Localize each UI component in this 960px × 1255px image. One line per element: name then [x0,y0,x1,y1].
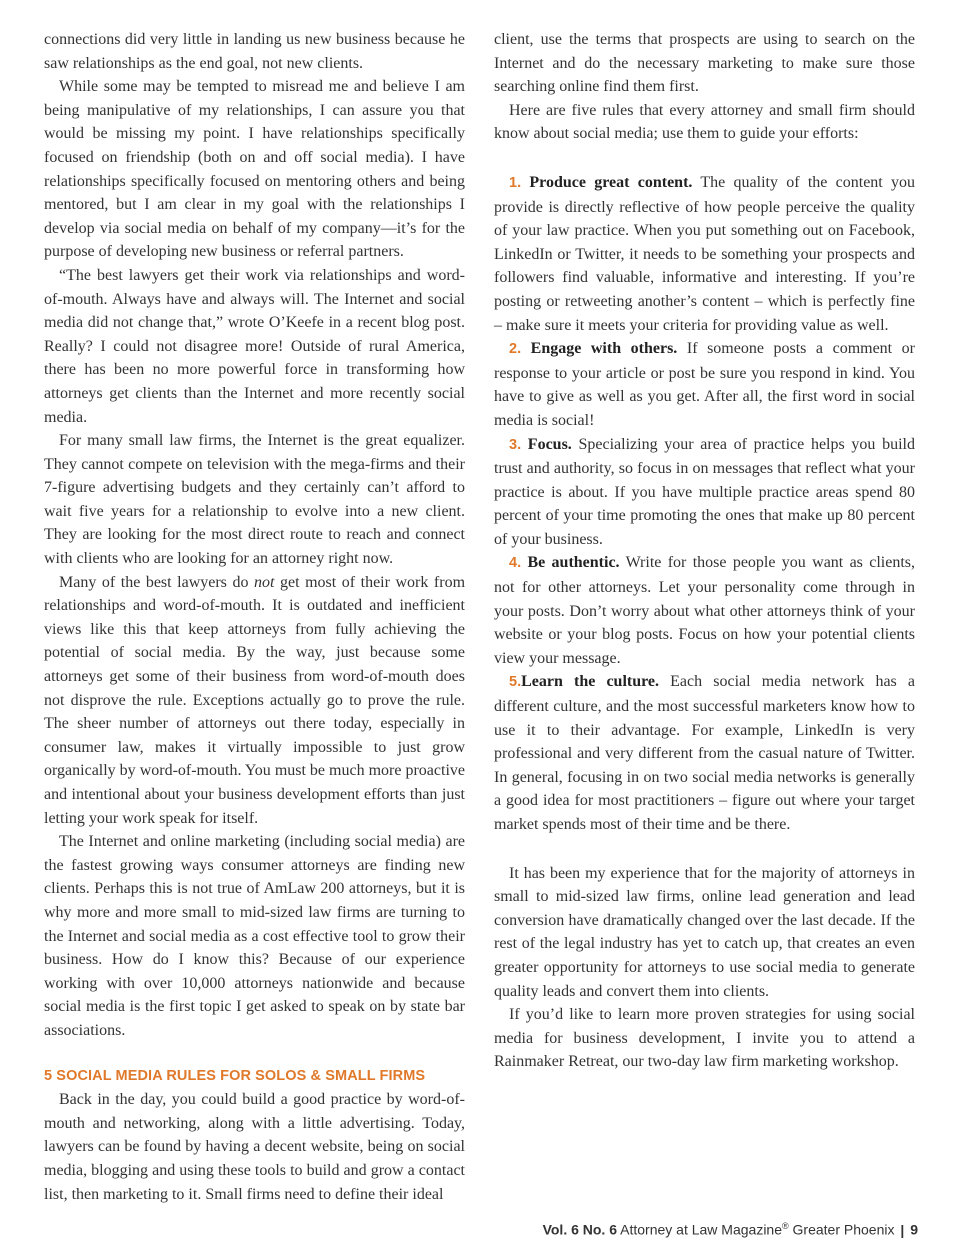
emphasis-text: not [254,573,275,591]
issue-volume: Vol. 6 No. 6 [542,1221,618,1238]
rule-title: Be authentic. [527,554,620,572]
registered-mark: ® [782,1221,789,1231]
rule-title: Engage with others. [530,340,678,358]
paragraph: It has been my experience that for the majority of attorneys in small to mid-sized law firms, online lead generation and lead conversion have dramatically changed over the last decade. If the rest of the legal industry has yet to catch up, that creates an even greater opportunity for attorneys to use social media to generate quality leads and convert them into clients. [494,864,915,1000]
magazine-title: Attorney at Law Magazine [620,1221,783,1238]
paragraph: If you’d like to learn more proven strategies for using social media for business development, I invite you to attend a Rainmaker Retreat, our two-day law firm marketing workshop. [494,1006,915,1071]
paragraph [44,571,465,831]
rule-item [494,551,915,670]
rule-title: Learn the culture. [521,673,660,691]
paragraph: For many small law firms, the Internet is the great equalizer. They cannot compete on television with the mega-firms and their 7-figure advertising budgets and they certainly can’t afford to wait five years for a relationship to evolve into a new client. They are looking for the most direct route to reach and connect with clients who are looking for an attorney right now. [44,432,465,568]
paragraph-text: Many of the best lawyers do [59,573,254,591]
paragraph: Here are five rules that every attorney and small firm should know about social media; use them to guide your efforts: [494,101,915,143]
rule-text: If someone posts a comment or response to your article or post be sure you respond in kind. You have to give as well as you get. After all, the first word in social media is social! [494,340,916,429]
rule-title: Focus. [527,435,572,453]
section-heading: 5 SOCIAL MEDIA RULES FOR SOLOS & SMALL FIRMS [44,1067,426,1084]
rule-item [494,337,915,432]
rule-number: 1. [509,174,522,191]
paragraph: “The best lawyers get their work via relationships and word-of-mouth. Always have and always will. The Internet and social media did not change that,” wrote O’Keefe in a recent blog post. Really? I could not disagree more! Outside of rural America, there has been no more powerful force in transforming how attorneys get clients than the Internet and more recently social media. [44,266,465,426]
rule-number: 3. [509,436,522,453]
rule-text: Specializing your area of practice helps you build trust and authority, so focus in on messages that reflect what your practice is about. If you have multiple practice areas spend 80 percent of your time promoting the ones that make up 80 percent of your business. [494,435,916,548]
paragraph: While some may be tempted to misread me and believe I am being manipulative of my relationships, I can assure you that would be missing my point. I have relationships specifically focused on friendship (both on and off social media). I have relationships specifically focused on mentoring others and being mentored, but I am clear in my goal with the relationships I develop via social media on behalf of my company—it’s for the purpose of developing new business or referral partners. [44,78,465,261]
rule-item [494,433,915,552]
rule-text: Write for those people you want as clients, not for other attorneys. Let your personality come through in your posts. Don’t worry about what other attorneys think of your website or your blog posts. Focus on how your potential clients view your message. [494,554,915,667]
edition-name: Greater Phoenix [792,1221,895,1238]
page-number: 9 [910,1221,918,1238]
paragraph: The Internet and online marketing (including social media) are the fastest growing ways consumer attorneys are finding new clients. Perhaps this is not true of AmLaw 200 attorneys, but it is why more and more small to mid-sized law firms are turning to the Internet and social media as a cost effective tool to grow their business. How do I know this? Because of our experience working with over 10,000 attorneys nationwide and because social media is the first topic I get asked to speak on by state bar associations. [44,833,465,1039]
rule-number: 2. [509,341,522,358]
left-column [44,28,465,1206]
rule-item [494,171,915,337]
rule-text: Each social media network has a different culture, and the most successful marketers know how to use it to their advantage. For example, LinkedIn is very professional and very different from the casual nature of Twitter. In general, focusing in on two social media networks is generally a good idea for most practitioners – figure out where your target market spends most of their time and be there. [494,673,916,833]
rule-text: The quality of the content you provide is directly reflective of how people perceive the quality of your law practice. When you put something out on Facebook, LinkedIn or Twitter, it needs to be something your prospects and followers find valuable, informative and interesting. If you’re posting or retweeting another’s content – which is perfectly fine – make sure it meets your criteria for providing value as well. [494,173,916,334]
paragraph-text: get most of their work from relationships and word-of-mouth. It is outdated and inefficient views like this that keep attorneys from fully achieving the potential of social media. By the way, just because some attorneys get some of their business from word-of-mouth does not disprove the rule. Exceptions actually go to prove the rule. The sheer number of attorneys out there today, especially in consumer law, makes it virtually impossible to just grow organically by word-of-mouth. You must be much more proactive and intentional about your business development efforts than just letting your work speak for itself. [44,573,466,827]
paragraph: connections did very little in landing us new business because he saw relationships as the end goal, not new clients. [44,31,465,72]
page-footer [543,1221,918,1238]
paragraph: Back in the day, you could build a good practice by word-of-mouth and networking, along with a little advertising. Today, lawyers can be found by having a decent website, being on social media, blogging and using these tools to build and grow a contact list, then marketing to it. Small firms need to define their ideal [44,1091,465,1203]
right-column [494,28,915,1074]
rule-title: Produce great content. [529,173,693,191]
footer-separator: | [900,1221,905,1238]
paragraph: client, use the terms that prospects are using to search on the Internet and do the necessary marketing to make sure those searching online find them first. [494,31,915,96]
rule-item [494,670,915,836]
rule-number: 4. [509,555,522,572]
rule-number: 5. [509,674,522,691]
